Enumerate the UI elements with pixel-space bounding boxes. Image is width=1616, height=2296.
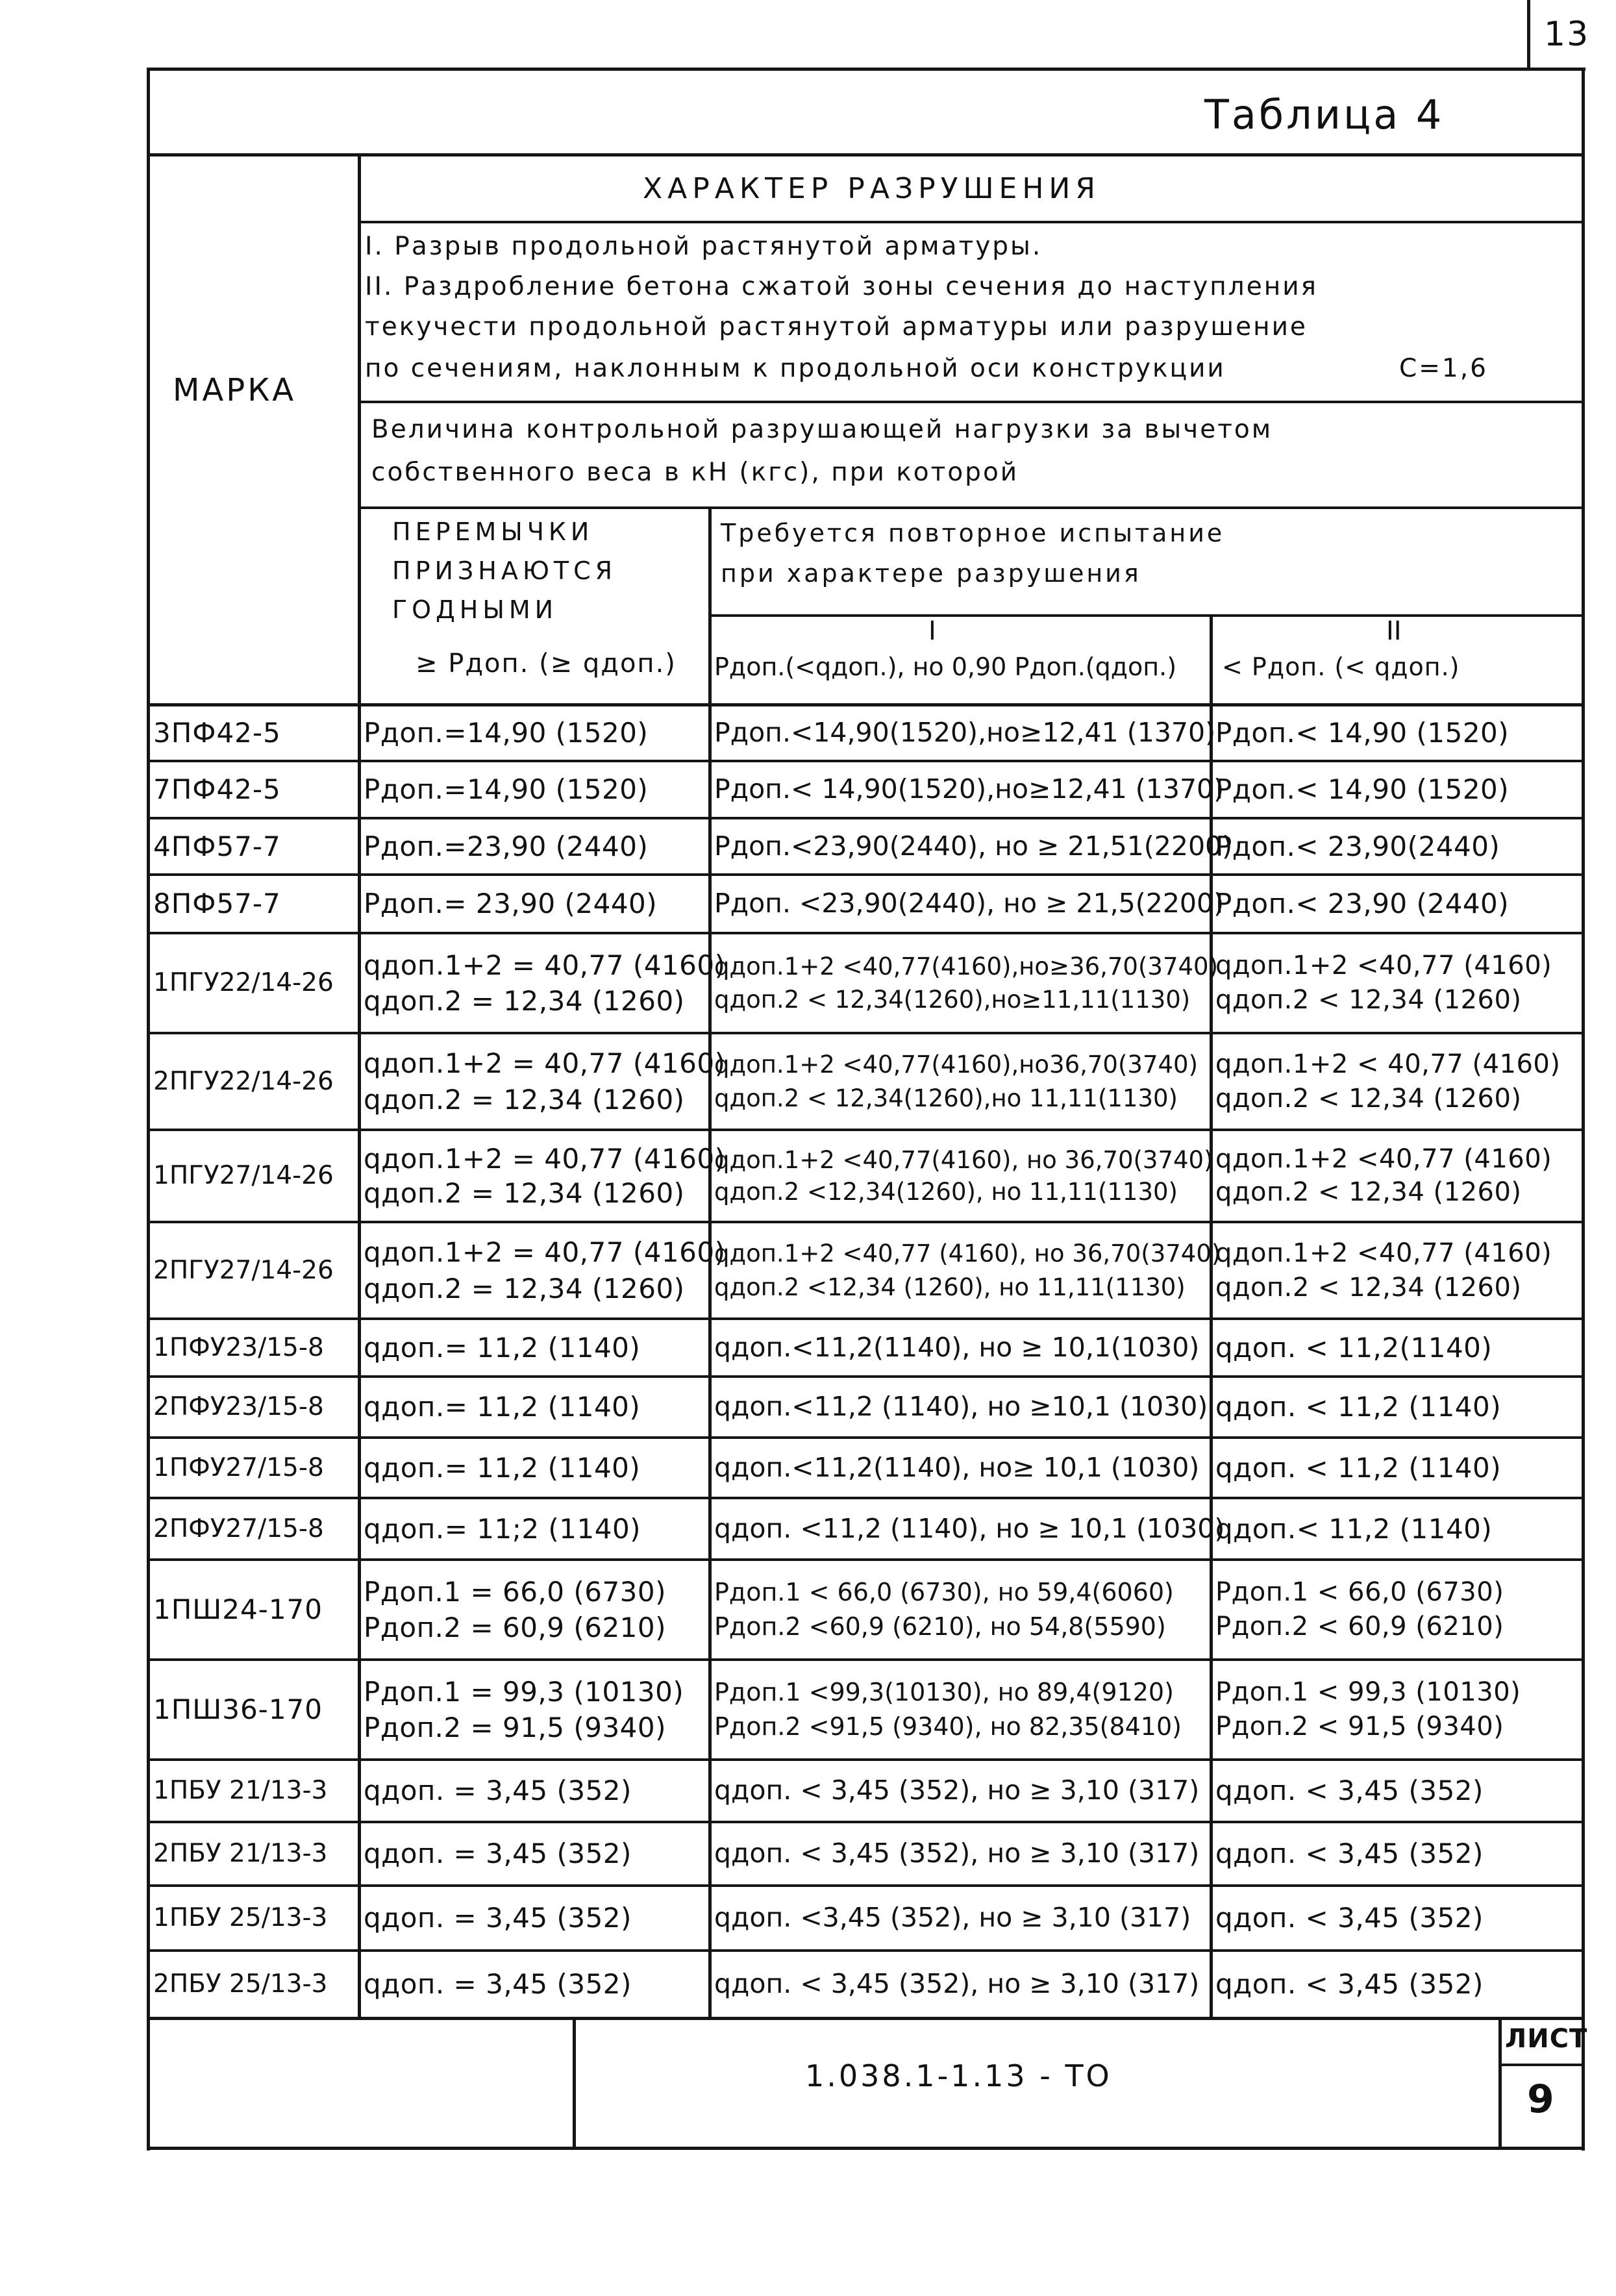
- retest-load-type-ii: qдоп. < 11,2 (1140): [1215, 1451, 1502, 1484]
- title-block-sheet-divider: [1498, 2017, 1502, 2149]
- sheet-label: ЛИСТ: [1505, 2024, 1588, 2054]
- retest-load-type-i: qдоп.2 < 12,34(1260),но≥11,11(1130): [714, 986, 1191, 1014]
- row-mark: 8ПФ57-7: [153, 888, 281, 920]
- retest-load-type-i: Pдоп.1 < 66,0 (6730), но 59,4(6060): [714, 1578, 1174, 1607]
- retest-load-type-i: qдоп.2 <12,34 (1260), но 11,11(1130): [714, 1273, 1186, 1301]
- accepted-load: qдоп.2 = 12,34 (1260): [364, 1177, 685, 1209]
- retest-load-type-i: qдоп.1+2 <40,77(4160), но 36,70(3740): [714, 1145, 1213, 1174]
- retest-load-type-i: Pдоп.2 <91,5 (9340), но 82,35(8410): [714, 1712, 1182, 1741]
- accepted-header-line-1: ПЕРЕМЫЧКИ: [392, 518, 594, 546]
- load-description-line-2: собственного веса в кН (кгс), при которой: [371, 458, 1019, 487]
- accepted-load: qдоп. = 3,45 (352): [364, 1838, 632, 1870]
- header-divider-3: [358, 506, 1584, 509]
- retest-type-ii-cell: [1215, 1034, 1560, 1129]
- retest-load-type-ii: Pдоп.2 < 91,5 (9340): [1215, 1712, 1504, 1741]
- column-header-mark: МАРКА: [173, 372, 297, 408]
- row-mark: 2ПБУ 25/13-3: [153, 1969, 328, 1999]
- retest-load-type-i: Pдоп.<23,90(2440), но ≥ 21,51(2200): [714, 830, 1233, 862]
- accepted-load: Pдоп.= 23,90 (2440): [364, 888, 658, 920]
- accepted-load-cell: [364, 1661, 684, 1758]
- header-divider-4: [708, 614, 1584, 617]
- load-description-line-1: Величина контрольной разрушающей нагрузки за вычетом: [371, 415, 1273, 444]
- retest-load-type-i: qдоп. < 3,45 (352), но ≥ 3,10 (317): [714, 1838, 1200, 1869]
- retest-load-type-ii: qдоп.1+2 <40,77 (4160): [1215, 1144, 1552, 1175]
- row-mark: 2ПГУ22/14-26: [153, 1066, 334, 1096]
- retest-type-i-cell: [714, 1131, 1213, 1221]
- retest-load-type-i: Pдоп. <23,90(2440), но ≥ 21,5(2200): [714, 888, 1224, 919]
- mark-column-divider: [358, 153, 361, 2018]
- retest-type-i-cell: [714, 934, 1218, 1032]
- accepted-load: qдоп.= 11,2 (1140): [364, 1331, 641, 1364]
- row-mark: 1ПГУ27/14-26: [153, 1161, 334, 1191]
- accepted-load: qдоп.1+2 = 40,77 (4160): [364, 1236, 726, 1269]
- retest-load-type-ii: qдоп. < 3,45 (352): [1215, 1902, 1484, 1934]
- retest-type-i-cell: [714, 1223, 1221, 1317]
- retest-load-type-i: Pдоп.<14,90(1520),но≥12,41 (1370): [714, 717, 1216, 749]
- retest-load-type-i: qдоп.<11,2 (1140), но ≥10,1 (1030): [714, 1391, 1208, 1423]
- retest-load-type-ii: qдоп.1+2 < 40,77 (4160): [1215, 1049, 1561, 1079]
- row-mark: 1ПФУ23/15-8: [153, 1332, 324, 1362]
- retest-load-type-ii: qдоп. < 3,45 (352): [1215, 1775, 1484, 1807]
- retest-load-type-ii: qдоп. < 3,45 (352): [1215, 1968, 1484, 2001]
- accepted-load: qдоп.1+2 = 40,77 (4160): [364, 1047, 726, 1080]
- failure-type-ii-label: II: [1386, 616, 1402, 646]
- header-divider-2: [358, 401, 1584, 403]
- title-block-sheet-line: [1498, 2064, 1584, 2066]
- failure-type-1: I. Разрыв продольной растянутой арматуры.: [365, 232, 1043, 261]
- row-mark: 2ПГУ27/14-26: [153, 1255, 334, 1285]
- retest-type-i-cell: [714, 1661, 1182, 1758]
- retest-type-ii-cell: [1215, 1223, 1552, 1317]
- retest-load-type-i: qдоп.1+2 <40,77(4160),но36,70(3740): [714, 1051, 1199, 1079]
- failure-type-2-line-1: II. Раздробление бетона сжатой зоны сечения до наступления: [365, 272, 1319, 301]
- accepted-load: qдоп.1+2 = 40,77 (4160): [364, 1142, 726, 1175]
- accepted-load: Pдоп.=23,90 (2440): [364, 830, 649, 862]
- accepted-load: qдоп.2 = 12,34 (1260): [364, 985, 685, 1017]
- accepted-load: Pдоп.1 = 99,3 (10130): [364, 1675, 684, 1708]
- retest-load-type-i: Pдоп.1 <99,3(10130), но 89,4(9120): [714, 1678, 1174, 1707]
- frame-top: [148, 68, 1584, 71]
- row-mark: 2ПФУ27/15-8: [153, 1514, 324, 1543]
- retest-load-type-ii: qдоп.2 < 12,34 (1260): [1215, 1272, 1522, 1303]
- retest-load-type-ii: Pдоп.2 < 60,9 (6210): [1215, 1612, 1504, 1641]
- retest-load-type-ii: qдоп. < 11,2(1140): [1215, 1331, 1493, 1364]
- row-mark: 1ПФУ27/15-8: [153, 1453, 324, 1482]
- retest-load-type-i: qдоп.<11,2(1140), но ≥ 10,1(1030): [714, 1331, 1200, 1363]
- retest-header-line-1: Требуется повторное испытание: [721, 519, 1225, 547]
- retest-load-type-ii: qдоп.2 < 12,34 (1260): [1215, 985, 1522, 1015]
- accepted-header-condition: ≥ Pдоп. (≥ qдоп.): [416, 649, 677, 679]
- row-mark: 3ПФ42-5: [153, 717, 281, 749]
- accepted-load: qдоп. = 3,45 (352): [364, 1968, 632, 2001]
- retest-load-type-i: qдоп.1+2 <40,77 (4160), но 36,70(3740): [714, 1240, 1221, 1268]
- retest-load-type-i: qдоп. < 3,45 (352), но ≥ 3,10 (317): [714, 1775, 1200, 1806]
- accepted-load: Pдоп.2 = 60,9 (6210): [364, 1612, 667, 1643]
- accepted-load-cell: [364, 1034, 725, 1129]
- retest-type-ii-cell: [1215, 1661, 1521, 1758]
- accepted-header-line-2: ПРИЗНАЮТСЯ: [392, 556, 617, 585]
- accepted-load: Pдоп.=14,90 (1520): [364, 773, 649, 806]
- retest-load-type-i: Pдоп.2 <60,9 (6210), но 54,8(5590): [714, 1612, 1166, 1641]
- retest-load-type-ii: qдоп.1+2 <40,77 (4160): [1215, 1238, 1552, 1268]
- accepted-load: qдоп.2 = 12,34 (1260): [364, 1083, 685, 1116]
- accepted-load: qдоп.= 11;2 (1140): [364, 1512, 641, 1545]
- accepted-load: qдоп. = 3,45 (352): [364, 1902, 632, 1934]
- frame-left: [147, 68, 150, 2151]
- accepted-load: Pдоп.1 = 66,0 (6730): [364, 1575, 667, 1608]
- retest-load-type-i: qдоп. <11,2 (1140), но ≥ 10,1 (1030): [714, 1512, 1225, 1544]
- accepted-load-cell: [364, 1131, 725, 1221]
- row-mark: 2ПБУ 21/13-3: [153, 1839, 328, 1869]
- accepted-load-cell: [364, 934, 725, 1032]
- retest-load-type-ii: qдоп.2 < 12,34 (1260): [1215, 1083, 1522, 1114]
- accepted-load-cell: [364, 1561, 666, 1658]
- retest-load-type-ii: qдоп.1+2 <40,77 (4160): [1215, 951, 1552, 981]
- retest-load-type-ii: qдоп. < 11,2 (1140): [1215, 1391, 1502, 1423]
- failure-type-2-line-3: по сечениям, наклонным к продольной оси конструкции: [365, 354, 1226, 383]
- column-header-nature: ХАРАКТЕР РАЗРУШЕНИЯ: [643, 172, 1100, 205]
- frame-bottom: [147, 2147, 1585, 2150]
- row-mark: 1ПШ24-170: [153, 1593, 323, 1626]
- page-number: 13: [1544, 15, 1590, 54]
- accepted-load: Pдоп.2 = 91,5 (9340): [364, 1712, 667, 1743]
- retest-load-type-ii: qдоп. < 3,45 (352): [1215, 1838, 1484, 1870]
- table-top-border: [148, 153, 1583, 156]
- frame-right: [1582, 68, 1585, 2151]
- row-mark: 4ПФ57-7: [153, 830, 281, 862]
- retest-load-type-i: Pдоп.< 14,90(1520),но≥12,41 (1370): [714, 773, 1224, 805]
- retest-load-type-i: qдоп.2 < 12,34(1260),но 11,11(1130): [714, 1084, 1178, 1112]
- row-mark: 7ПФ42-5: [153, 773, 281, 806]
- table-bottom-border: [148, 2017, 1583, 2020]
- retest-load-type-i: qдоп. <3,45 (352), но ≥ 3,10 (317): [714, 1902, 1191, 1934]
- failure-type-2-line-2: текучести продольной растянутой арматуры или разрушение: [365, 312, 1308, 342]
- failure-type-i-condition: Pдоп.(<qдоп.), но 0,90 Pдоп.(qдоп.): [714, 653, 1177, 681]
- retest-load-type-ii: Pдоп.1 < 99,3 (10130): [1215, 1677, 1521, 1708]
- retest-load-type-i: qдоп.2 <12,34(1260), но 11,11(1130): [714, 1178, 1178, 1206]
- retest-type-i-cell: [714, 1561, 1174, 1658]
- accepted-load: qдоп.2 = 12,34 (1260): [364, 1272, 685, 1304]
- retest-load-type-ii: Pдоп.< 14,90 (1520): [1215, 717, 1510, 749]
- row-mark: 1ПБУ 21/13-3: [153, 1776, 328, 1806]
- retest-type-i-cell: [714, 1034, 1198, 1129]
- accepted-header-line-3: ГОДНЫМИ: [392, 595, 558, 624]
- retest-type-ii-cell: [1215, 934, 1552, 1032]
- header-divider-1: [358, 221, 1584, 223]
- retest-load-type-ii: Pдоп.< 14,90 (1520): [1215, 773, 1510, 806]
- accepted-load: Pдоп.=14,90 (1520): [364, 717, 649, 749]
- row-mark: 1ПШ36-170: [153, 1693, 323, 1726]
- accepted-load: qдоп. = 3,45 (352): [364, 1775, 632, 1807]
- retest-type-ii-cell: [1215, 1561, 1504, 1658]
- retest-load-type-ii: qдоп.2 < 12,34 (1260): [1215, 1177, 1522, 1207]
- retest-load-type-i: qдоп.1+2 <40,77(4160),но≥36,70(3740): [714, 952, 1219, 980]
- table-title: Таблица 4: [1204, 91, 1445, 138]
- row-mark: 1ПБУ 25/13-3: [153, 1903, 328, 1933]
- row-mark: 2ПФУ23/15-8: [153, 1392, 324, 1422]
- c-coefficient: C=1,6: [1399, 354, 1488, 383]
- retest-load-type-ii: Pдоп.< 23,90(2440): [1215, 830, 1500, 862]
- retest-type-ii-cell: [1215, 1131, 1552, 1221]
- accepted-load-cell: [364, 1223, 725, 1317]
- retest-load-type-i: qдоп.<11,2(1140), но≥ 10,1 (1030): [714, 1451, 1200, 1483]
- failure-type-i-label: I: [928, 616, 936, 646]
- retest-load-type-ii: Pдоп.< 23,90 (2440): [1215, 888, 1510, 920]
- document-code: 1.038.1-1.13 - ТО: [805, 2058, 1112, 2093]
- failure-type-ii-condition: < Pдоп. (< qдоп.): [1222, 653, 1460, 681]
- accepted-load: qдоп.= 11,2 (1140): [364, 1451, 641, 1484]
- title-block-left: [573, 2017, 576, 2149]
- retest-load-type-i: qдоп. < 3,45 (352), но ≥ 3,10 (317): [714, 1968, 1200, 2000]
- retest-load-type-ii: Pдоп.1 < 66,0 (6730): [1215, 1577, 1504, 1608]
- retest-load-type-ii: qдоп.< 11,2 (1140): [1215, 1512, 1493, 1545]
- accepted-load: qдоп.= 11,2 (1140): [364, 1391, 641, 1423]
- sheet-number: 9: [1527, 2077, 1554, 2122]
- row-mark: 1ПГУ22/14-26: [153, 968, 334, 998]
- corner-tick-vertical: [1527, 0, 1530, 70]
- accepted-load: qдоп.1+2 = 40,77 (4160): [364, 949, 726, 981]
- retest-header-line-2: при характере разрушения: [721, 559, 1141, 588]
